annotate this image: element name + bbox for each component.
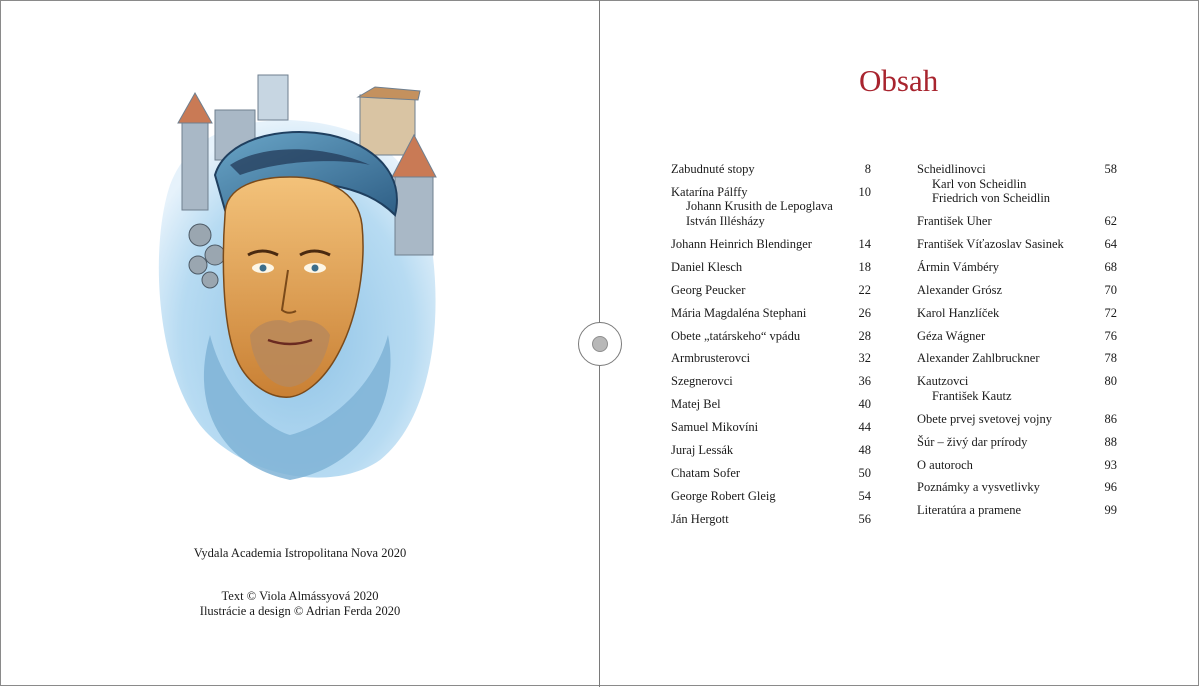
toc-page-number: 18 xyxy=(858,259,871,274)
toc-entry[interactable] xyxy=(671,397,871,412)
toc-page-number: 36 xyxy=(858,374,871,389)
credits xyxy=(0,589,600,619)
toc-page-number: 76 xyxy=(1104,328,1117,343)
toc-entry-title: Alexander Zahlbruckner xyxy=(917,351,1040,366)
toc-entry-title: O autoroch xyxy=(917,457,973,472)
toc-page-number: 26 xyxy=(858,305,871,320)
toc-entry[interactable] xyxy=(671,162,871,177)
toc-entry[interactable] xyxy=(671,489,871,504)
toc-entry[interactable] xyxy=(917,306,1117,321)
toc-page-number: 88 xyxy=(1104,434,1117,449)
toc-page-number: 48 xyxy=(858,442,871,457)
toc-entry-title: Matej Bel xyxy=(671,397,721,412)
toc-page-number: 54 xyxy=(858,488,871,503)
toc-entry[interactable] xyxy=(917,351,1117,366)
toc-entry[interactable] xyxy=(917,374,1117,403)
toc-page-number: 40 xyxy=(858,397,871,412)
toc-page-number: 78 xyxy=(1104,351,1117,366)
toc-subentry: Johann Krusith de Lepoglava xyxy=(686,199,833,214)
toc-entry[interactable] xyxy=(671,329,871,344)
toc-entry[interactable] xyxy=(917,237,1117,252)
toc-page-number: 72 xyxy=(1104,305,1117,320)
credit-text: Text © Viola Almássyová 2020 xyxy=(221,589,379,603)
toc-entry-title: Szegnerovci xyxy=(671,374,733,389)
portrait-illustration xyxy=(130,65,450,495)
toc-entry[interactable] xyxy=(917,214,1117,229)
toc-page-number: 32 xyxy=(858,351,871,366)
toc-subentry: Karl von Scheidlin xyxy=(932,176,1027,191)
toc-column-right xyxy=(917,162,1117,526)
toc-entry-title: Obete prvej svetovej vojny xyxy=(917,411,1053,426)
toc-entry[interactable] xyxy=(917,503,1117,518)
toc-subentry: Friedrich von Scheidlin xyxy=(932,191,1051,206)
toc-page-number: 8 xyxy=(864,162,871,176)
toc-entry[interactable] xyxy=(917,480,1117,495)
toc-entry-title: Chatam Sofer xyxy=(671,465,741,480)
toc-entry[interactable] xyxy=(671,443,871,458)
toc-entry-title: Georg Peucker xyxy=(671,282,746,297)
toc-entry[interactable] xyxy=(671,466,871,481)
toc-page-number: 96 xyxy=(1104,480,1117,495)
toc-entry[interactable] xyxy=(671,374,871,389)
toc-entry-title: Mária Magdaléna Stephani xyxy=(671,305,807,320)
toc-entry-title: Obete „tatárskeho“ vpádu xyxy=(671,328,801,343)
toc-subentry: František Kautz xyxy=(932,388,1012,403)
toc-entry-title: Ján Hergott xyxy=(671,511,729,526)
toc-entry[interactable] xyxy=(671,306,871,321)
toc-column-left xyxy=(671,162,871,535)
toc-page-number: 58 xyxy=(1104,162,1117,176)
toc-entry-title: Armbrusterovci xyxy=(671,351,751,366)
toc-entry[interactable] xyxy=(671,185,871,229)
toc-entry[interactable] xyxy=(917,283,1117,298)
toc-entry-title: Juraj Lessák xyxy=(671,442,734,457)
toc-entry[interactable] xyxy=(917,458,1117,473)
toc-page-number: 10 xyxy=(858,184,871,199)
toc-entry-title: Katarína Pálffy xyxy=(671,184,748,199)
toc-entry-title: Johann Heinrich Blendinger xyxy=(671,236,812,251)
toc-entry[interactable] xyxy=(671,260,871,275)
toc-page-number: 56 xyxy=(858,511,871,526)
toc-entry[interactable] xyxy=(917,162,1117,206)
toc-page-number: 86 xyxy=(1104,411,1117,426)
toc-entry-title: František Uher xyxy=(917,214,992,229)
toc-entry-title: Scheidlinovci xyxy=(917,162,986,176)
toc-page-number: 22 xyxy=(858,282,871,297)
toc-entry[interactable] xyxy=(671,283,871,298)
right-page xyxy=(600,0,1200,687)
toc-entry-title: Karol Hanzlíček xyxy=(917,305,1000,320)
publisher-line: Vydala Academia Istropolitana Nova 2020 xyxy=(193,546,407,560)
toc-page-number: 64 xyxy=(1104,236,1117,251)
toc-title: Obsah xyxy=(859,63,939,98)
toc-entry[interactable] xyxy=(917,412,1117,427)
toc-entry[interactable] xyxy=(917,329,1117,344)
toc-entry-title: Géza Wágner xyxy=(917,328,986,343)
toc-page-number: 99 xyxy=(1104,503,1117,518)
toc-entry[interactable] xyxy=(671,237,871,252)
toc-entry-title: Alexander Grósz xyxy=(917,282,1003,297)
toc-page-number: 50 xyxy=(858,465,871,480)
toc-subentry: István Illésházy xyxy=(686,214,765,229)
toc-page-number: 93 xyxy=(1104,457,1117,472)
toc-entry-title: Literatúra a pramene xyxy=(917,503,1022,518)
toc-page-number: 68 xyxy=(1104,259,1117,274)
toc-entry-title: George Robert Gleig xyxy=(671,488,776,503)
toc-entry-title: Kautzovci xyxy=(917,374,969,389)
toc-entry[interactable] xyxy=(917,435,1117,450)
toc-page-number: 70 xyxy=(1104,282,1117,297)
toc-page-number: 14 xyxy=(858,236,871,251)
toc-entry[interactable] xyxy=(917,260,1117,275)
toc-page-number: 80 xyxy=(1104,374,1117,389)
toc-entry[interactable] xyxy=(671,420,871,435)
toc-page-number: 28 xyxy=(858,328,871,343)
toc-entry[interactable] xyxy=(671,351,871,366)
toc-entry-title: Daniel Klesch xyxy=(671,259,743,274)
toc-entry-title: František Víťazoslav Sasinek xyxy=(917,236,1064,251)
toc-entry-title: Poznámky a vysvetlivky xyxy=(917,480,1040,495)
toc-entry-title: Zabudnuté stopy xyxy=(671,162,755,176)
toc-page-number: 62 xyxy=(1104,214,1117,229)
toc-entry-title: Samuel Mikovíni xyxy=(671,420,759,435)
toc-entry-title: Ármin Vámbéry xyxy=(917,259,1000,274)
toc-page-number: 44 xyxy=(858,420,871,435)
toc-entry[interactable] xyxy=(671,512,871,527)
credit-illustrations: Ilustrácie a design © Adrian Ferda 2020 xyxy=(199,604,401,618)
toc-entry-title: Šúr – živý dar prírody xyxy=(917,434,1028,449)
